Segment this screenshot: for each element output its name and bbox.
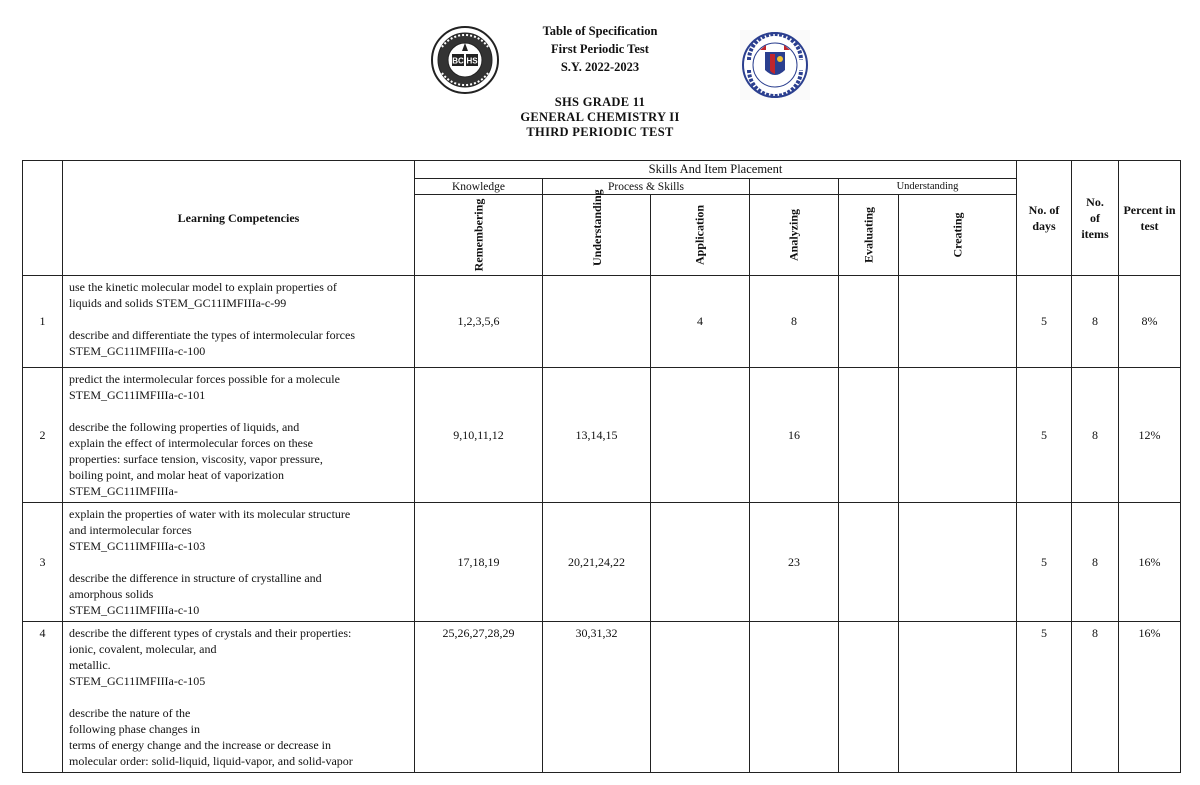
analyzing-items: 23 [750,503,839,622]
remembering-items: 17,18,19 [415,503,543,622]
percent-value: 16% [1119,503,1181,622]
application-label: Application [692,204,707,266]
competency-line: explain the properties of water with its molecular structure [69,507,351,521]
doc-title: Table of Specification [542,24,658,38]
row-number-header [23,161,63,276]
percent-value: 8% [1119,276,1181,368]
percent-value: 16% [1119,622,1181,773]
understanding-items: 20,21,24,22 [543,503,651,622]
application-items [651,622,750,773]
competency-cell [63,276,415,368]
analyzing-items [750,622,839,773]
skills-header: Skills And Item Placement [415,161,1017,179]
process-skills-header: Process & Skills [543,179,750,195]
competency-line: STEM_GC11IMFIIIa-c-10 [69,603,200,617]
competency-line: describe the different types of crystals and their properties: [69,626,352,640]
remembering-col-header [415,195,543,276]
blank-skill-header [750,179,839,195]
competency-line: use the kinetic molecular model to explain properties of [69,280,337,294]
row-number: 2 [23,368,63,503]
competency-line: describe and differentiate the types of intermolecular forces [69,328,355,342]
application-items: 4 [651,276,750,368]
competency-line [69,689,408,705]
competency-line: metallic. [69,658,111,672]
evaluating-items [839,276,899,368]
understanding-items [543,276,651,368]
understanding-items: 13,14,15 [543,368,651,503]
analyzing-items: 8 [750,276,839,368]
application-col-header [651,195,750,276]
creating-items [899,368,1017,503]
application-items [651,503,750,622]
competency-line [69,403,408,419]
test-name: THIRD PERIODIC TEST [526,125,674,139]
competency-cell [63,622,415,773]
competency-line: STEM_GC11IMFIIIa-c-105 [69,674,206,688]
knowledge-header: Knowledge [415,179,543,195]
row-number: 3 [23,503,63,622]
row-number: 1 [23,276,63,368]
creating-items [899,622,1017,773]
competency-line: ionic, covalent, molecular, and [69,642,217,656]
items-value: 8 [1072,276,1119,368]
table-row [23,368,1181,503]
table-row [23,276,1181,368]
items-value: 8 [1072,503,1119,622]
days-value: 5 [1017,503,1072,622]
competency-cell [63,368,415,503]
analyzing-items: 16 [750,368,839,503]
evaluating-label: Evaluating [861,206,875,264]
competency-line: properties: surface tension, viscosity, vapor pressure, [69,452,323,466]
competency-line: describe the difference in structure of crystalline and [69,571,322,585]
competency-line: amorphous solids [69,587,154,601]
analyzing-label: Analyzing [786,208,801,262]
competency-line [69,311,408,327]
evaluating-items [839,622,899,773]
application-items [651,368,750,503]
days-value: 5 [1017,622,1072,773]
table-row [23,503,1181,622]
competency-line: terms of energy change and the increase or decrease in [69,738,331,752]
competency-line: following phase changes in [69,722,200,736]
creating-items [899,276,1017,368]
evaluating-items [839,503,899,622]
competency-cell [63,503,415,622]
competency-line: and intermolecular forces [69,523,192,537]
evaluating-col-header [839,195,899,276]
table-body [23,276,1181,773]
creating-col-header [899,195,1017,276]
creating-items [899,503,1017,622]
seal-text-right: HS [466,56,478,66]
percent-header: Percent in test [1119,161,1181,276]
days-header: No. of days [1017,161,1072,276]
table-row [23,622,1181,773]
competency-line: predict the intermolecular forces possible for a molecule [69,372,340,386]
understanding-items: 30,31,32 [543,622,651,773]
specification-table [22,160,1181,773]
evaluating-items [839,368,899,503]
days-value: 5 [1017,276,1072,368]
days-value: 5 [1017,368,1072,503]
analyzing-col-header [750,195,839,276]
items-value: 8 [1072,622,1119,773]
doc-exam-name: First Periodic Test [551,42,649,56]
items-header: No. of items [1072,161,1119,276]
remembering-items: 1,2,3,5,6 [415,276,543,368]
document-subheader [0,95,1200,140]
row-number: 4 [23,622,63,773]
doc-school-year: S.Y. 2022-2023 [560,60,640,74]
competency-line: molecular order: solid-liquid, liquid-vapor, and solid-vapor [69,754,353,768]
competency-line [69,554,408,570]
competency-line: STEM_GC11IMFIIIa-c-103 [69,539,206,553]
document-header [0,22,1200,76]
competency-line: STEM_GC11IMFIIIa- [69,484,178,498]
remembering-items: 9,10,11,12 [415,368,543,503]
competency-line: describe the nature of the [69,706,191,720]
learning-competencies-header: Learning Competencies [63,161,415,276]
remembering-label: Remembering [471,198,485,272]
competency-line: boiling point, and molar heat of vaporization [69,468,284,482]
grade-level: SHS GRADE 11 [554,95,646,109]
competency-line: explain the effect of intermolecular forces on these [69,436,314,450]
creating-label: Creating [950,212,964,258]
understanding-col-header [543,189,651,276]
items-value: 8 [1072,368,1119,503]
understanding-label: Understanding [589,189,604,266]
competency-line: STEM_GC11IMFIIIa-c-100 [69,344,206,358]
competency-line: describe the following properties of liquids, and [69,420,300,434]
seal-text-left: BC [452,56,464,66]
understanding-group-header: Understanding [839,179,1017,195]
subject-name: GENERAL CHEMISTRY II [520,110,680,124]
competency-line: STEM_GC11IMFIIIa-c-101 [69,388,206,402]
percent-value: 12% [1119,368,1181,503]
remembering-items: 25,26,27,28,29 [415,622,543,773]
competency-line: liquids and solids STEM_GC11IMFIIIa-c-99 [69,296,287,310]
